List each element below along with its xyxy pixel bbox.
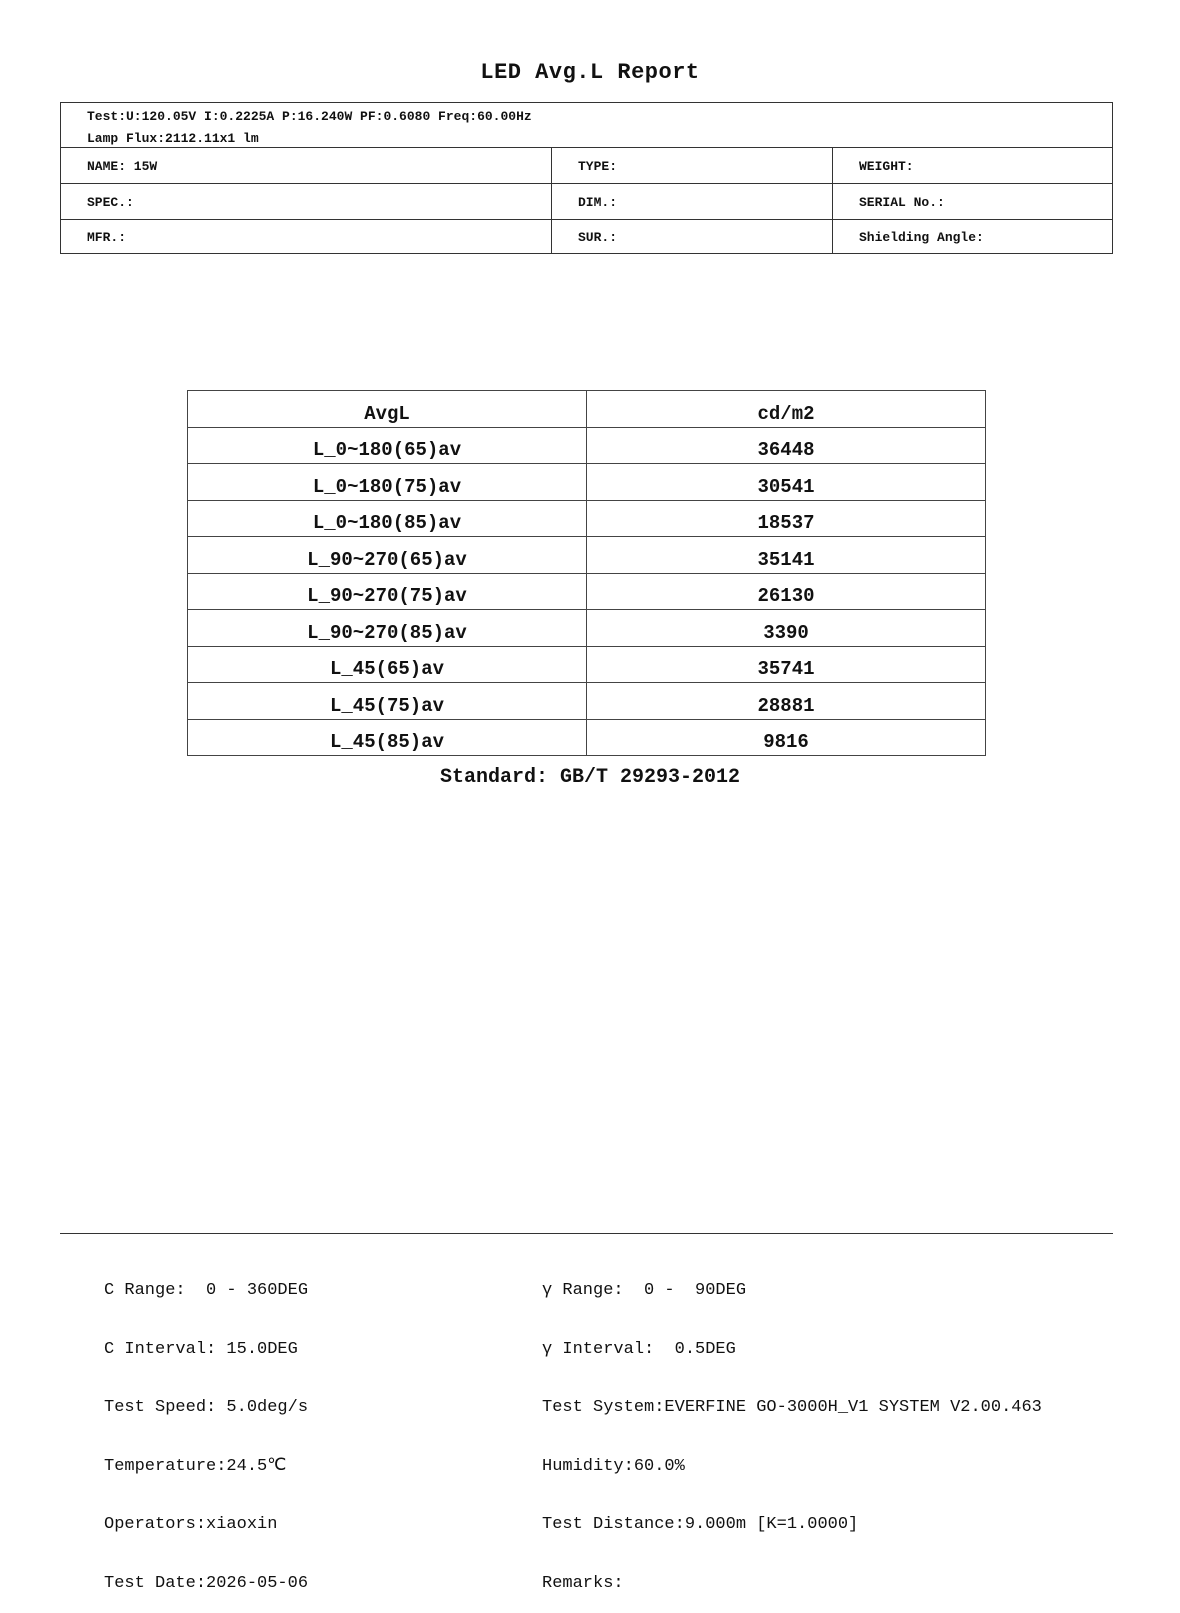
row-label: L_90~270(85)av — [188, 610, 587, 647]
column-header-unit: cd/m2 — [587, 391, 986, 428]
info-row — [61, 219, 1112, 254]
row-label: L_0~180(85)av — [188, 500, 587, 537]
footer-left-block — [104, 1242, 308, 1613]
test-date: Test Date:2026-05-06 — [104, 1573, 309, 1593]
footer-right-block — [542, 1242, 1042, 1613]
gamma-interval: γ Interval: 0.5DEG — [542, 1339, 736, 1359]
row-label: L_0~180(65)av — [188, 427, 587, 464]
row-value: 3390 — [587, 610, 986, 647]
row-value: 36448 — [587, 427, 986, 464]
c-range: C Range: 0 - 360DEG — [104, 1281, 309, 1300]
test-speed: Test Speed: 5.0deg/s — [104, 1398, 309, 1417]
table-row — [188, 537, 986, 574]
type-field: TYPE: — [578, 159, 618, 174]
weight-field: WEIGHT: — [859, 159, 914, 174]
test-conditions-row — [61, 103, 1112, 148]
table-row — [188, 646, 986, 683]
shielding-angle-field: Shielding Angle: — [859, 230, 984, 245]
test-system: Test System:EVERFINE GO-3000H_V1 SYSTEM V2.00.463 — [542, 1398, 1042, 1417]
table-row — [188, 573, 986, 610]
table-row — [188, 610, 986, 647]
row-value: 26130 — [587, 573, 986, 610]
gamma-range: γ Range: 0 - 90DEG — [542, 1281, 747, 1300]
row-value: 30541 — [587, 464, 986, 501]
row-value: 9816 — [587, 719, 986, 756]
row-value: 28881 — [587, 683, 986, 720]
info-row — [61, 184, 1112, 220]
serial-field: SERIAL No.: — [859, 195, 945, 210]
table-row — [188, 683, 986, 720]
table-row — [188, 464, 986, 501]
operators: Operators:xiaoxin — [104, 1515, 278, 1534]
report-title: LED Avg.L Report — [480, 60, 700, 85]
humidity: Humidity:60.0% — [542, 1456, 685, 1476]
table-row — [188, 427, 986, 464]
lamp-info-table — [60, 102, 1113, 254]
test-distance: Test Distance:9.000m [K=1.0000] — [542, 1515, 859, 1534]
dim-field: DIM.: — [578, 195, 618, 210]
spec-field: SPEC.: — [87, 195, 134, 210]
electrical-test-line: Test:U:120.05V I:0.2225A P:16.240W PF:0.6080 Freq:60.00Hz — [87, 109, 532, 124]
mfr-field: MFR.: — [87, 230, 127, 245]
name-field: NAME: 15W — [87, 159, 158, 174]
row-value: 35741 — [587, 646, 986, 683]
c-interval: C Interval: 15.0DEG — [104, 1339, 298, 1359]
row-label: L_45(65)av — [188, 646, 587, 683]
info-row — [61, 148, 1112, 184]
table-header-row — [188, 391, 986, 428]
row-label: L_45(75)av — [188, 683, 587, 720]
row-label: L_90~270(75)av — [188, 573, 587, 610]
table-row — [188, 719, 986, 756]
row-value: 18537 — [587, 500, 986, 537]
remarks: Remarks: — [542, 1573, 624, 1593]
footer-divider — [60, 1233, 1113, 1234]
column-header-avgl: AvgL — [188, 391, 587, 428]
avg-luminance-table — [187, 390, 986, 756]
row-label: L_90~270(65)av — [188, 537, 587, 574]
table-row — [188, 500, 986, 537]
sur-field: SUR.: — [578, 230, 618, 245]
row-label: L_45(85)av — [188, 719, 587, 756]
temperature: Temperature:24.5℃ — [104, 1456, 287, 1476]
row-label: L_0~180(75)av — [188, 464, 587, 501]
lamp-flux-line: Lamp Flux:2112.11x1 lm — [87, 131, 259, 146]
row-value: 35141 — [587, 537, 986, 574]
standard-label: Standard: GB/T 29293-2012 — [439, 766, 741, 789]
